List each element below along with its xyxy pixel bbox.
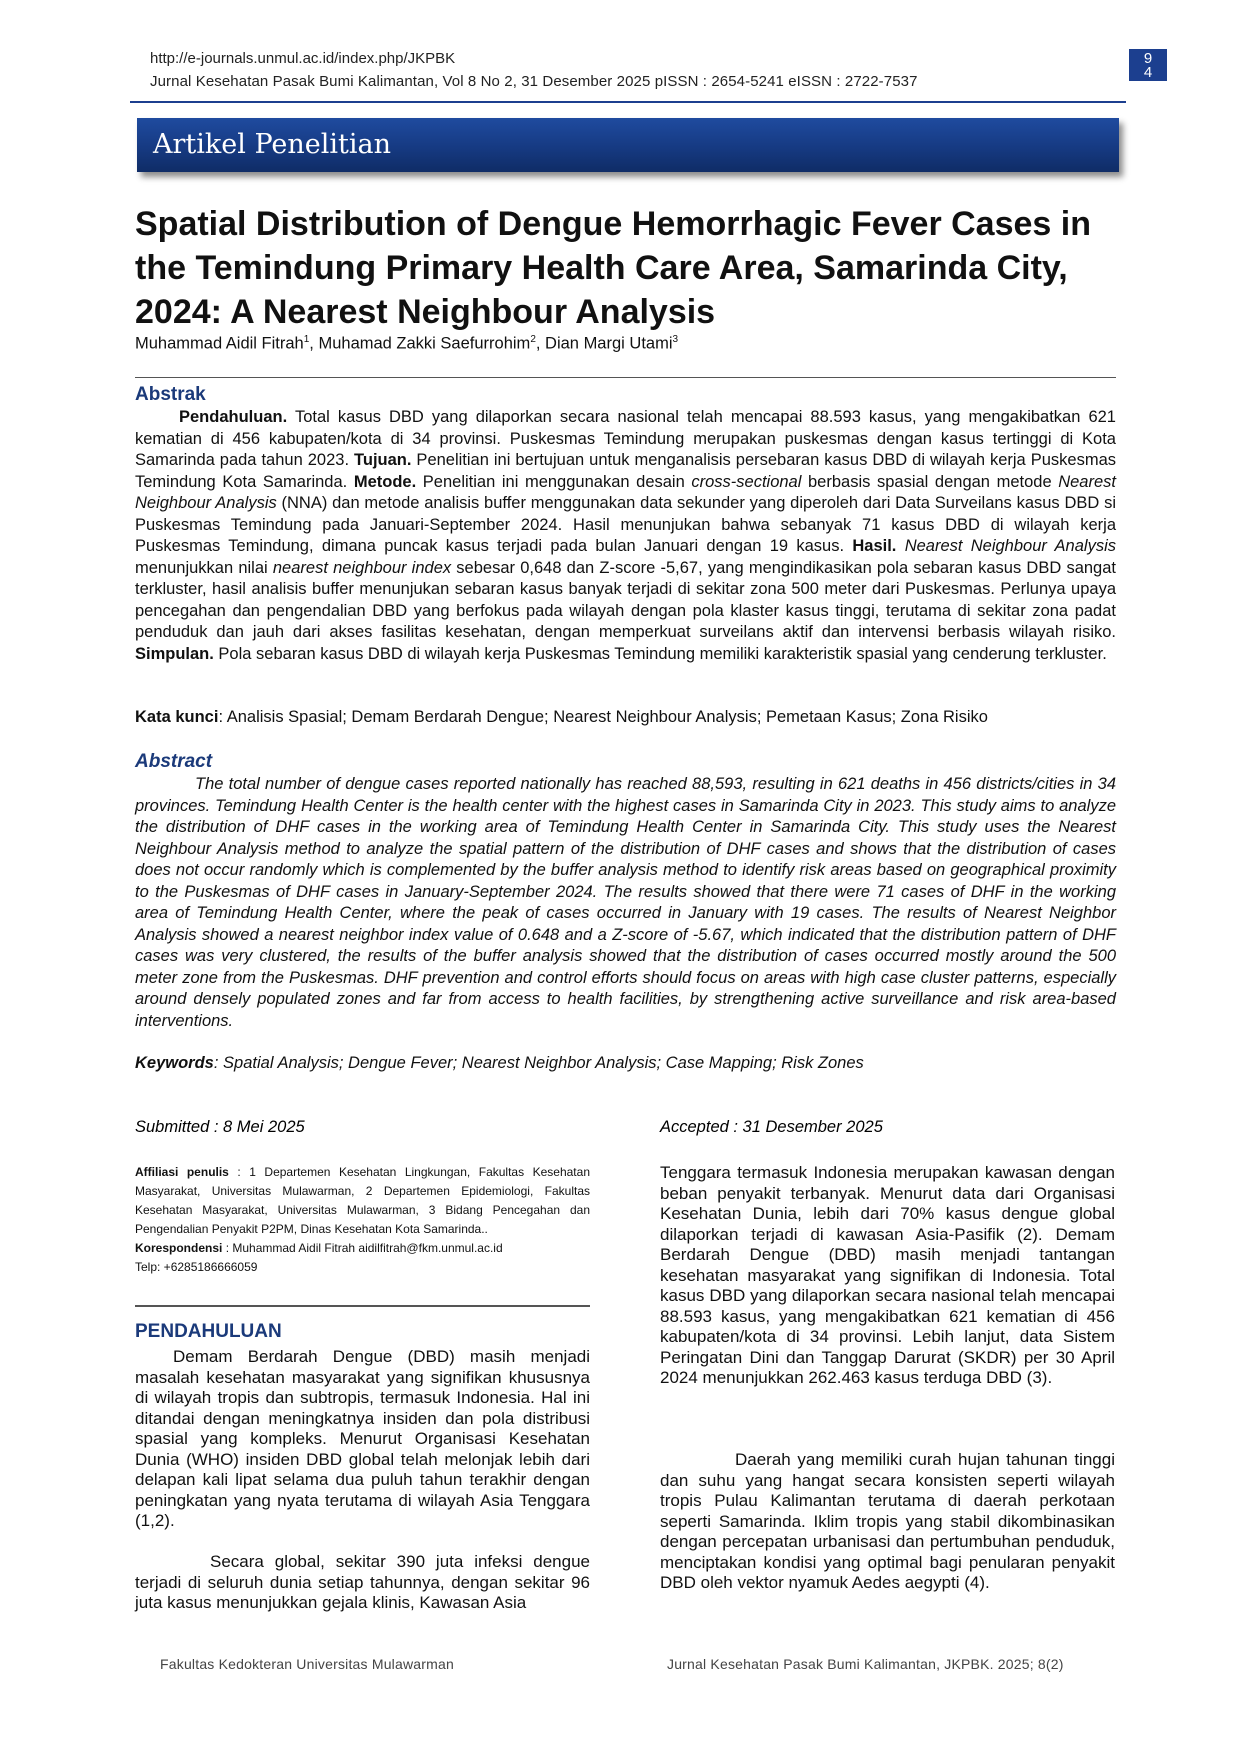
label-pendahuluan: Pendahuluan. <box>179 408 288 426</box>
abstrak-text: berbasis spasial dengan metode <box>801 472 1059 491</box>
author-name: Muhamad Zakki Saefurrohim <box>318 334 531 353</box>
keywords-text: : Spatial Analysis; Dengue Fever; Nearest Neighbor Analysis; Case Mapping; Risk Zones <box>213 1054 864 1072</box>
abstrak-italic: Nearest Neighbour Analysis <box>904 537 1116 555</box>
header-divider <box>130 101 1126 103</box>
abstrak-text: menunjukkan nilai <box>135 558 273 577</box>
abstrak-text: Penelitian ini menggunakan desain <box>416 472 692 491</box>
author-affiliation-mark: 2 <box>530 334 536 345</box>
keywords-label: Keywords <box>135 1054 214 1072</box>
kata-kunci <box>135 707 1116 729</box>
keywords <box>135 1053 1116 1075</box>
article-title: Spatial Distribution of Dengue Hemorrhagic Fever Cases in the Temindung Primary Health Care Area, Samarinda City, 2024: A Nearest Neighbour Analysis <box>135 205 1091 331</box>
pendahuluan-paragraph-1: Demam Berdarah Dengue (DBD) masih menjadi masalah kesehatan masyarakat yang signifikan khususnya di wilayah tropis dan subtropis, termasuk Indonesia. Hal ini ditandai dengan meningkatnya insiden dan pola distribusi spasial yang kompleks. Menurut Organisasi Kesehatan Dunia (WHO) insiden DBD global telah melonjak lebih dari delapan kali lipat selama dua puluh tahun terakhir dengan peningkatan yang nyata terutama di wilayah Asia Tenggara (1,2). <box>135 1347 590 1530</box>
abstract-heading: Abstract <box>135 751 213 772</box>
pendahuluan-paragraph-2: Secara global, sekitar 390 juta infeksi dengue terjadi di seluruh dunia setiap tahunnya, dengan sekitar 96 juta kasus menunjukkan gejala klinis, Kawasan Asia <box>135 1552 590 1612</box>
kata-kunci-text: : Analisis Spasial; Demam Berdarah Dengue; Nearest Neighbour Analysis; Pemetaan Kasus; Zona Risiko <box>218 708 988 726</box>
footer-journal: Jurnal Kesehatan Pasak Bumi Kalimantan, JKPBK. 2025; 8(2) <box>667 1656 1064 1672</box>
page-number-badge <box>1129 49 1167 81</box>
author-name: Dian Margi Utami <box>545 334 673 353</box>
right-column-paragraph-1: Tenggara termasuk Indonesia merupakan kawasan dengan beban penyakit terbanyak. Menurut data dari Organisasi Kesehatan Dunia, lebih dari 70% kasus dengue global dilaporkan terjadi di kawasan Asia-Pasifik (2). Demam Berdarah Dengue (DBD) masih menjadi tantangan kesehatan masyarakat yang signifikan di Indonesia. Total kasus DBD yang dilaporkan secara nasional telah mencapai 88.593 kasus, yang mengakibatkan 621 kematian di 456 kabupaten/kota di 34 provinsi. Lebih lanjut, data Sistem Peringatan Dini dan Tanggap Darurat (SKDR) per 30 April 2024 menunjukkan 262.463 kasus terduga DBD (3). <box>660 1163 1115 1387</box>
abstrak-italic: nearest neighbour index <box>272 558 452 577</box>
article-type-banner <box>137 118 1119 172</box>
page-number: 9 <box>1143 50 1153 67</box>
label-simpulan: Simpulan. <box>135 644 214 663</box>
abstrak-text: Pola sebaran kasus DBD di wilayah kerja Puskesmas Temindung memiliki karakteristik spasial yang cenderung terkluster. <box>213 644 1107 663</box>
correspondence-label: Korespondensi <box>135 1241 223 1255</box>
label-metode: Metode. <box>353 472 417 491</box>
abstrak-italic: Nearest Neighbour Analysis <box>135 472 1116 512</box>
correspondence-text: : Muhammad Aidil Fitrah aidilfitrah@fkm.unmul.ac.id <box>222 1241 503 1255</box>
submitted-date: Submitted : 8 Mei 2025 <box>135 1118 305 1136</box>
affiliation-text: : 1 Departemen Kesehatan Lingkungan, Fakultas Kesehatan Masyarakat, Universitas Mulawarman, 2 Departemen Epidemiologi, Fakultas Kesehatan Masyarakat, Universitas Mulawarman, 3 Bidang Pencegahan dan Pengendalian Penyakit P2PM, Dinas Kesehatan Kota Samarinda.. <box>135 1165 590 1236</box>
journal-url[interactable]: http://e-journals.unmul.ac.id/index.php/JKPBK <box>150 50 456 67</box>
right-column-paragraph-2: Daerah yang memiliki curah hujan tahunan tinggi dan suhu yang hangat secara konsisten seperti wilayah tropis Pulau Kalimantan terutama di daerah perkotaan seperti Samarinda. Iklim tropis yang stabil dikombinasikan dengan percepatan urbanisasi dan pertumbuhan penduduk, menciptakan kondisi yang optimal bagi penularan penyakit DBD oleh vektor nyamuk Aedes aegypti (4). <box>660 1450 1115 1592</box>
label-hasil: Hasil. <box>852 537 897 555</box>
abstract-body: The total number of dengue cases reported nationally has reached 88,593, resulting in 621 deaths in 456 districts/cities in 34 provinces. Temindung Health Center is the health center with the highest cases in Samarinda City in 2023. This study aims to analyze the distribution of DHF cases in the working area of Temindung Health Center in Samarinda City. This study uses the Nearest Neighbour Analysis method to analyze the spatial pattern of the distribution of DHF cases and shows that the distribution of cases does not occur randomly which is complemented by the buffer analysis method to identify risk areas based on geographical proximity to the Puskesmas of DHF cases in January-September 2024. The results showed that there were 71 cases of DHF in the working area of Temindung Health Center, where the peak of cases occurred in January with 19 cases. The results of Nearest Neighbor Analysis showed a nearest neighbor index value of 0.648 and a Z-score of -5.67, which indicated that the distribution pattern of DHF cases was very clustered, the results of the buffer analysis showed that the distribution of cases occurred mostly around the 500 meter zone from the Puskesmas. DHF prevention and control efforts should focus on areas with high case cluster patterns, especially around densely populated zones and far from access to health facilities, by strengthening active surveillance and risk area-based interventions. <box>135 775 1116 1030</box>
abstrak-italic: cross-sectional <box>691 472 802 491</box>
author-affiliation-mark: 1 <box>303 334 310 345</box>
title-divider <box>135 377 1116 378</box>
abstrak-text: Penelitian ini bertujuan untuk menganalisis persebaran kasus DBD di wilayah kerja Puskesmas Temindung Kota Samarinda. <box>135 451 1116 491</box>
footer-faculty: Fakultas Kedokteran Universitas Mulawarman <box>160 1656 454 1672</box>
abstrak-body <box>135 407 1116 665</box>
affiliation-note <box>135 1163 590 1277</box>
page-number-overflow: 4 <box>1143 64 1153 81</box>
label-tujuan: Tujuan. <box>354 451 412 469</box>
article-type-label: Artikel Penelitian <box>153 129 391 160</box>
journal-citation-line: Jurnal Kesehatan Pasak Bumi Kalimantan, Vol 8 No 2, 31 Desember 2025 pISSN : 2654-5241 eISSN : 2722-7537 <box>150 73 918 90</box>
affiliation-label: Affiliasi penulis <box>135 1165 229 1179</box>
accepted-date: Accepted : 31 Desember 2025 <box>660 1118 883 1136</box>
author-affiliation-mark: 3 <box>672 334 679 345</box>
abstrak-text: (NNA) dan metode analisis buffer menggunakan data sekunder yang diperoleh dari Data Surveilans kasus DBD si Puskesmas Temindung pada Januari-September 2024. Hasil menunjukan bahwa sebanyak 71 kasus DBD di wilayah kerja Puskesmas Temindung, dimana puncak kasus terjadi pada bulan Januari dengan 19 kasus. <box>135 494 1116 555</box>
kata-kunci-label: Kata kunci <box>135 708 219 726</box>
correspondence-phone: Telp: +6285186666059 <box>135 1260 258 1274</box>
abstrak-heading: Abstrak <box>135 384 206 405</box>
abstrak-text: sebesar 0,648 dan Z-score -5,67, yang mengindikasikan pola sebaran kasus DBD sangat terkluster, hasil analisis buffer menunjukan sebaran kasus banyak terjadi di sekitar zona 500 meter dari Puskesmas. Perlunya upaya pencegahan dan pengendalian DBD yang berfokus pada wilayah dengan pola klaster kasus tinggi, terutama di sekitar zona padat penduduk dan jauh dari akses fasilitas kesehatan, dengan memperkuat surveilans aktif dan intervensi berbasis wilayah risiko. <box>135 558 1116 641</box>
abstrak-text: Total kasus DBD yang dilaporkan secara nasional telah mencapai 88.593 kasus, yang mengakibatkan 621 kematian di 456 kabupaten/kota di 34 provinsi. Puskesmas Temindung merupakan puskesmas dengan kasus tertinggi di Kota Samarinda pada tahun 2023. <box>135 408 1116 469</box>
author-name: Muhammad Aidil Fitrah <box>135 334 304 353</box>
affiliation-divider <box>135 1305 590 1307</box>
pendahuluan-heading: PENDAHULUAN <box>135 1321 282 1342</box>
author-list: Muhammad Aidil Fitrah$^1$, Muhamad Zakki Saefurrohim$^2$, Dian Margi Utami$^3$ <box>135 334 679 353</box>
